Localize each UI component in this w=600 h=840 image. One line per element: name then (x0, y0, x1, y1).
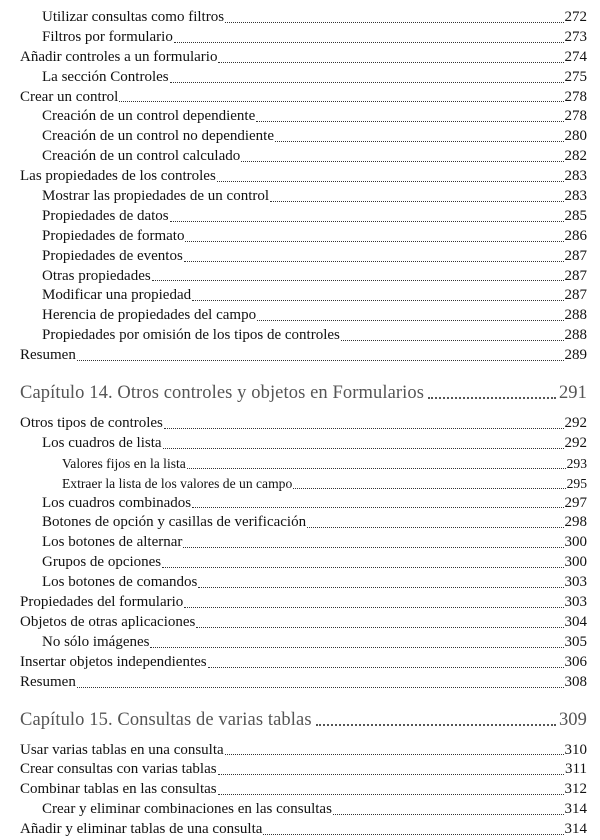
dot-leader (187, 468, 566, 469)
toc-entry-title: Propiedades del formulario (20, 594, 184, 611)
toc-entry-title: Insertar objetos independientes (20, 653, 207, 670)
chapter-heading[interactable] (20, 706, 587, 734)
dot-leader (150, 647, 563, 648)
chapter-spacer (20, 366, 587, 379)
chapter-title: Capítulo 14. Otros controles y objetos en Formularios (20, 383, 425, 404)
toc-entry-title: Añadir controles a un formulario (20, 48, 218, 65)
toc-entry-page-number: 287 (564, 247, 587, 264)
dot-leader (192, 507, 563, 508)
toc-entry-level-2[interactable] (20, 326, 587, 346)
toc-entry-page-number: 286 (564, 227, 587, 244)
toc-entry-level-1[interactable] (20, 820, 587, 840)
dot-leader (428, 397, 556, 399)
toc-entry-title: Crear consultas con varias tablas (20, 761, 217, 778)
dot-leader (198, 587, 563, 588)
toc-entry-page-number: 305 (564, 633, 587, 650)
dot-leader (270, 201, 563, 202)
dot-leader (333, 814, 564, 815)
chapter-page-number: 309 (558, 709, 587, 730)
toc-entry-title: Modificar una propiedad (42, 287, 192, 304)
dot-leader (341, 340, 564, 341)
dot-leader (275, 141, 563, 142)
toc-entry-level-2[interactable] (20, 533, 587, 553)
dot-leader (164, 428, 564, 429)
dot-leader (77, 687, 564, 688)
toc-entry-page-number: 293 (566, 455, 587, 471)
toc-entry-page-number: 283 (564, 188, 587, 205)
toc-entry-page-number: 273 (564, 28, 587, 45)
toc-entry-title: Crear un control (20, 88, 119, 105)
toc-entry-level-2[interactable] (20, 633, 587, 653)
dot-leader (170, 221, 564, 222)
dot-leader (225, 754, 564, 755)
toc-entry-level-2[interactable] (20, 107, 587, 127)
toc-entry-level-2[interactable] (20, 147, 587, 167)
toc-entry-title: Otros tipos de controles (20, 415, 163, 432)
dot-leader (256, 121, 563, 122)
chapter-heading[interactable] (20, 379, 587, 407)
toc-entry-level-1[interactable] (20, 653, 587, 673)
toc-entry-title: Resumen (20, 347, 76, 364)
toc-entry-level-1[interactable] (20, 780, 587, 800)
dot-leader (218, 794, 564, 795)
dot-leader (119, 101, 563, 102)
toc-entry-page-number: 283 (564, 168, 587, 185)
dot-leader (218, 774, 564, 775)
toc-entry-level-2[interactable] (20, 553, 587, 573)
toc-entry-title: La sección Controles (42, 68, 169, 85)
toc-entry-level-2[interactable] (20, 207, 587, 227)
dot-leader (196, 627, 563, 628)
dot-leader (184, 607, 563, 608)
toc-entry-title: Los botones de comandos (42, 574, 198, 591)
toc-entry-page-number: 306 (564, 653, 587, 670)
toc-entry-level-2[interactable] (20, 247, 587, 267)
toc-entry-page-number: 300 (564, 534, 587, 551)
toc-entry-title: Resumen (20, 673, 76, 690)
toc-entry-title: Herencia de propiedades del campo (42, 307, 257, 324)
toc-entry-title: Creación de un control calculado (42, 148, 241, 165)
chapter-spacer (20, 693, 587, 706)
toc-entry-page-number: 278 (564, 88, 587, 105)
dot-leader (163, 448, 564, 449)
toc-entry-level-2[interactable] (20, 434, 587, 454)
toc-entry-level-1[interactable] (20, 673, 587, 693)
dot-leader (174, 42, 564, 43)
toc-entry-title: Añadir y eliminar tablas de una consulta (20, 821, 263, 838)
toc-entry-title: Creación de un control no dependiente (42, 128, 275, 145)
toc-entry-level-3[interactable] (20, 474, 587, 494)
chapter-page-number: 291 (558, 383, 587, 404)
toc-entry-page-number: 311 (565, 761, 587, 778)
toc-entry-title: Objetos de otras aplicaciones (20, 613, 196, 630)
toc-entry-page-number: 285 (564, 207, 587, 224)
toc-entry-level-2[interactable] (20, 187, 587, 207)
toc-entry-page-number: 287 (564, 287, 587, 304)
toc-entry-title: Las propiedades de los controles (20, 168, 216, 185)
toc-entry-title: Mostrar las propiedades de un control (42, 188, 270, 205)
chapter-title: Capítulo 15. Consultas de varias tablas (20, 709, 312, 730)
toc-entry-page-number: 292 (564, 415, 587, 432)
dot-leader (192, 300, 563, 301)
toc-entry-level-2[interactable] (20, 267, 587, 287)
toc-entry-page-number: 292 (564, 434, 587, 451)
toc-entry-level-2[interactable] (20, 227, 587, 247)
dot-leader (208, 667, 564, 668)
toc-entry-level-2[interactable] (20, 306, 587, 326)
dot-leader (217, 181, 564, 182)
toc-entry-page-number: 288 (564, 307, 587, 324)
chapter-spacer (20, 734, 587, 741)
toc-entry-page-number: 308 (564, 673, 587, 690)
toc-entry-page-number: 300 (564, 554, 587, 571)
toc-entry-level-1[interactable] (20, 167, 587, 187)
toc-entry-title: Propiedades de datos (42, 207, 169, 224)
dot-leader (170, 82, 564, 83)
toc-entry-page-number: 272 (564, 9, 587, 25)
toc-entry-page-number: 314 (564, 801, 587, 818)
dot-leader (263, 834, 563, 835)
toc-entry-page-number: 298 (564, 514, 587, 531)
toc-entry-title: Los cuadros de lista (42, 434, 162, 451)
toc-entry-title: Grupos de opciones (42, 554, 162, 571)
dot-leader (184, 261, 564, 262)
toc-entry-level-2[interactable] (20, 800, 587, 820)
dot-leader (225, 22, 563, 23)
dot-leader (162, 567, 563, 568)
toc-entry-level-2[interactable] (20, 127, 587, 147)
dot-leader (293, 488, 565, 489)
toc-entry-level-3[interactable] (20, 454, 587, 474)
toc-entry-title: Propiedades por omisión de los tipos de controles (42, 327, 340, 344)
toc-entry-page-number: 295 (566, 475, 587, 491)
toc-entry-page-number: 310 (564, 741, 587, 758)
toc-entry-title: Extraer la lista de los valores de un campo (62, 475, 293, 491)
chapter-spacer (20, 407, 587, 414)
toc-entry-level-2[interactable] (20, 28, 587, 48)
toc-entry-title: Valores fijos en la lista (62, 455, 186, 471)
toc-entry-level-2[interactable] (20, 513, 587, 533)
toc-entry-level-2[interactable] (20, 286, 587, 306)
toc-entry-title: Combinar tablas en las consultas (20, 781, 217, 798)
toc-entry-title: Propiedades de eventos (42, 247, 183, 264)
dot-leader (307, 527, 563, 528)
toc-entry-page-number: 282 (564, 148, 587, 165)
dot-leader (241, 161, 563, 162)
dot-leader (183, 547, 563, 548)
toc-entry-level-1[interactable] (20, 741, 587, 761)
toc-entry-level-2[interactable] (20, 8, 587, 28)
toc-entry-page-number: 297 (564, 494, 587, 511)
toc-entry-title: Utilizar consultas como filtros (42, 9, 225, 25)
toc-entry-level-1[interactable] (20, 48, 587, 68)
toc-entry-title: Crear y eliminar combinaciones en las consultas (42, 801, 332, 818)
toc-entry-page-number: 288 (564, 327, 587, 344)
toc-entry-page-number: 303 (564, 574, 587, 591)
toc-entry-title: Usar varias tablas en una consulta (20, 741, 224, 758)
toc-entry-page-number: 287 (564, 267, 587, 284)
toc-entry-level-2[interactable] (20, 68, 587, 88)
toc-entry-level-1[interactable] (20, 760, 587, 780)
dot-leader (218, 62, 563, 63)
dot-leader (257, 320, 563, 321)
toc-entry-title: Los botones de alternar (42, 534, 183, 551)
toc-entry-page-number: 314 (564, 821, 587, 838)
toc-entry-level-2[interactable] (20, 494, 587, 514)
toc-entry-page-number: 312 (564, 781, 587, 798)
dot-leader (316, 724, 556, 726)
dot-leader (77, 360, 564, 361)
toc-entry-page-number: 304 (564, 613, 587, 630)
toc-entry-title: Otras propiedades (42, 267, 151, 284)
toc-entry-title: Botones de opción y casillas de verificación (42, 514, 307, 531)
table-of-contents (20, 8, 587, 840)
toc-entry-title: No sólo imágenes (42, 633, 150, 650)
toc-entry-title: Creación de un control dependiente (42, 108, 256, 125)
toc-entry-level-1[interactable] (20, 613, 587, 633)
toc-entry-level-2[interactable] (20, 573, 587, 593)
toc-entry-page-number: 278 (564, 108, 587, 125)
toc-entry-page-number: 280 (564, 128, 587, 145)
toc-entry-title: Los cuadros combinados (42, 494, 192, 511)
toc-entry-page-number: 274 (564, 48, 587, 65)
toc-entry-level-1[interactable] (20, 346, 587, 366)
toc-entry-title: Propiedades de formato (42, 227, 185, 244)
toc-entry-level-1[interactable] (20, 593, 587, 613)
toc-entry-page-number: 303 (564, 594, 587, 611)
dot-leader (152, 280, 564, 281)
toc-entry-level-1[interactable] (20, 414, 587, 434)
toc-entry-level-1[interactable] (20, 88, 587, 108)
toc-entry-page-number: 289 (564, 347, 587, 364)
toc-entry-title: Filtros por formulario (42, 28, 173, 45)
dot-leader (185, 241, 563, 242)
toc-entry-page-number: 275 (564, 68, 587, 85)
